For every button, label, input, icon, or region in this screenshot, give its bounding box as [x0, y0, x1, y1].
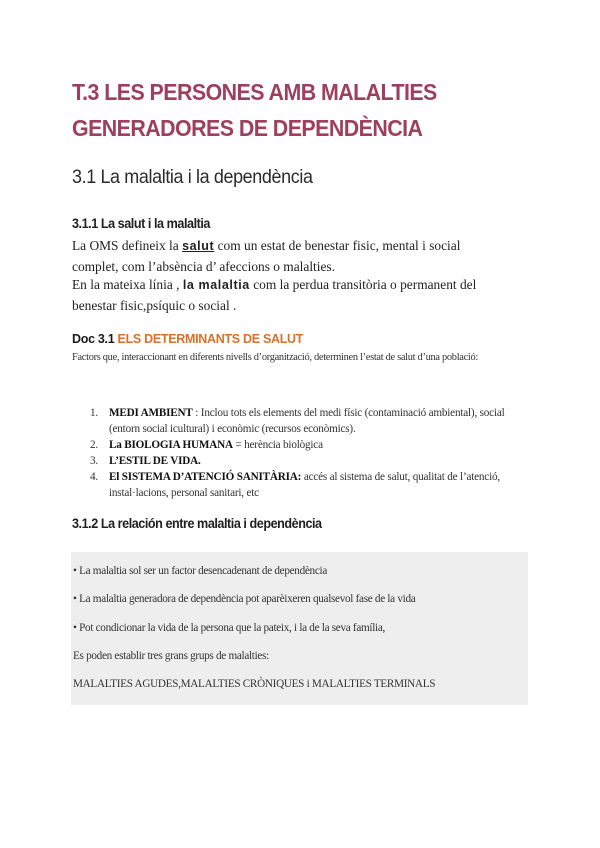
- list-item-bold: L’ESTIL DE VIDA.: [109, 455, 201, 467]
- text-run: com la perdua transitòria o permanent del benestar fisic,psíquic o social .: [72, 277, 477, 313]
- list-item-bold: La BIOLOGIA HUMANA: [109, 439, 233, 451]
- box-line: Es poden establir tres grans grups de malalties:: [73, 650, 269, 662]
- box-line: • La malaltia sol ser un factor desencadenant de dependència: [73, 565, 327, 577]
- keyword-salut: salut: [182, 239, 215, 253]
- text-run: En la mateixa línia ,: [72, 277, 183, 292]
- box-line: • La malaltia generadora de dependència pot aparèixeren qualsevol fase de la vida: [73, 593, 416, 605]
- list-number: 1.: [90, 407, 98, 419]
- determinants-list: [90, 405, 530, 501]
- list-number: 2.: [90, 439, 98, 451]
- chapter-title-line-2: GENERADORES DE DEPENDÈNCIA: [72, 115, 423, 141]
- definition-salut: [72, 236, 502, 276]
- doc-title: ELS DETERMINANTS DE SALUT: [117, 332, 304, 346]
- list-item-text: : Inclou tots els elements del medi físic (contaminació ambiental), social (entorn social icultural) i econòmic (recursos econòmics).: [109, 407, 505, 435]
- section-heading: 3.1 La malaltia i la dependència: [72, 166, 313, 188]
- list-number: 3.: [90, 455, 98, 467]
- list-item-bold: El SISTEMA D’ATENCIÓ SANITÀRIA:: [109, 471, 302, 483]
- doc-heading: [72, 332, 303, 346]
- list-item: [90, 405, 530, 437]
- box-line: • Pot condicionar la vida de la persona que la pateix, i la de la seva família,: [73, 622, 385, 634]
- text-run: com un estat de benestar fisic, mental i social complet, com l’absència d’ afeccions o malalties.: [72, 238, 461, 274]
- list-number: 4.: [90, 471, 98, 483]
- box-line: MALALTIES AGUDES,MALALTIES CRÒNIQUES i MALALTIES TERMINALS: [73, 678, 436, 690]
- keyword-malaltia: la malaltia: [182, 278, 250, 292]
- list-item: [90, 437, 530, 453]
- doc-intro: Factors que, interaccionant en diferents nivells d’organització, determinen l’estat de salut d’una població:: [72, 352, 478, 363]
- subsection-heading-1: 3.1.1 La salut i la malaltia: [72, 215, 210, 231]
- chapter-title-line-1: T.3 LES PERSONES AMB MALALTIES: [72, 79, 437, 105]
- list-item: [90, 453, 530, 469]
- list-item-text: accés al sistema de salut, qualitat de l’atenció, instal·lacions, personal sanitari, etc: [109, 471, 500, 499]
- text-run: La OMS defineix la: [72, 238, 183, 253]
- list-item: [90, 469, 530, 501]
- list-item-text: = herència biològica: [232, 439, 323, 451]
- subsection-heading-2: 3.1.2 La relación entre malaltia i dependència: [72, 515, 322, 531]
- definition-malaltia: [72, 275, 502, 315]
- list-item-bold: MEDI AMBIENT: [109, 407, 193, 419]
- chapter-title: [72, 74, 509, 146]
- doc-label: Doc 3.1: [72, 332, 118, 346]
